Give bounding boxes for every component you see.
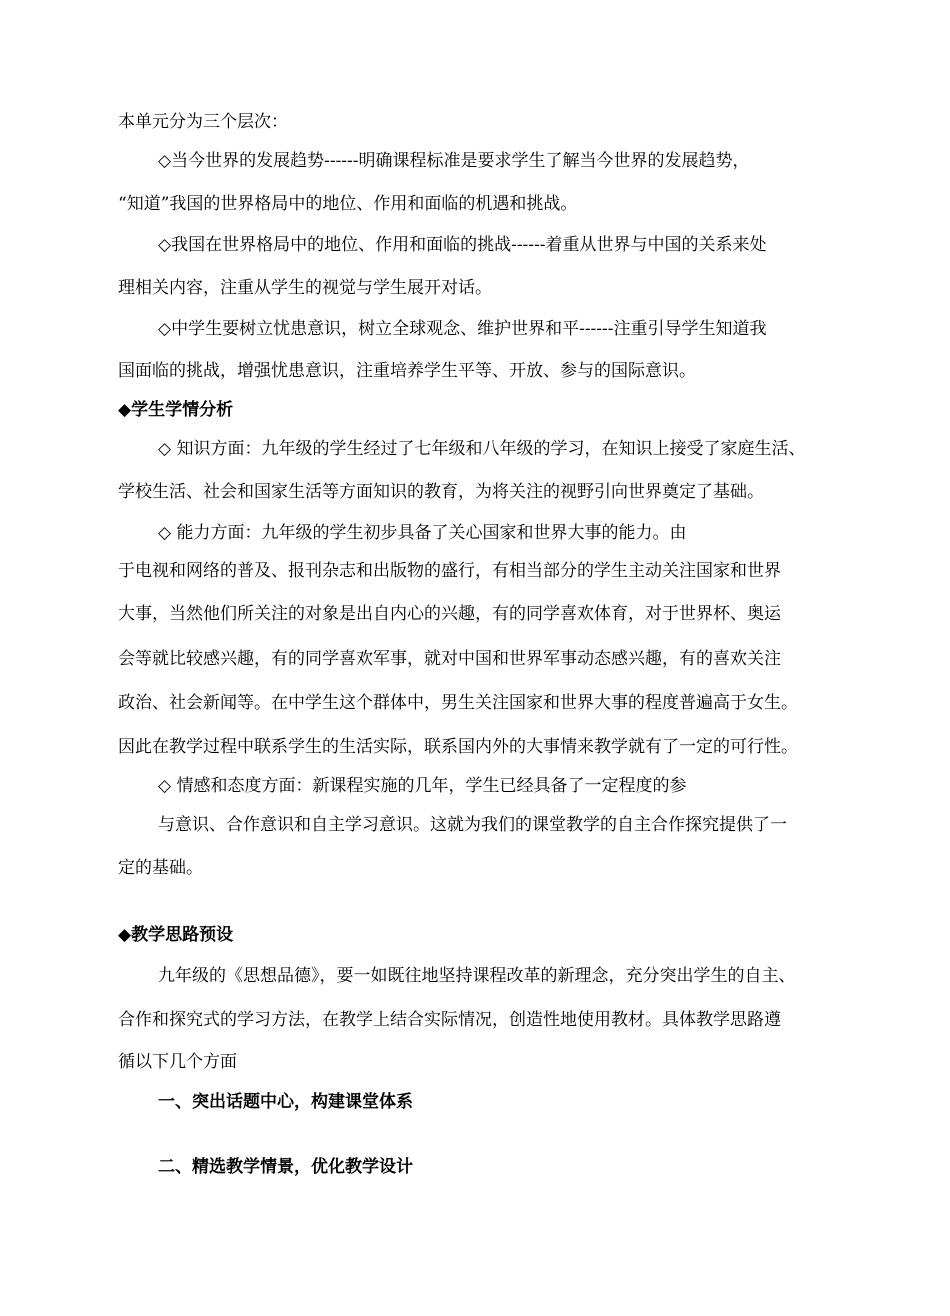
- subheading: 二、精选教学情景，优化教学设计: [158, 1157, 413, 1177]
- body-line: ◇当今世界的发展趋势------明确课程标准是要求学生了解当今世界的发展趋势，: [158, 151, 750, 171]
- section-heading: ◆教学思路预设: [118, 925, 234, 945]
- body-line: ◇ 情感和态度方面：新课程实施的几年，学生已经具备了一定程度的参: [158, 776, 687, 796]
- body-line: ◇我国在世界格局中的地位、作用和面临的挑战------着重从世界与中国的关系来处: [158, 235, 767, 255]
- section-heading: ◆学生学情分析: [118, 400, 234, 420]
- body-line: ◇ 能力方面：九年级的学生初步具备了关心国家和世界大事的能力。由: [158, 523, 687, 543]
- body-line: 理相关内容，注重从学生的视觉与学生展开对话。: [118, 278, 492, 298]
- body-line: 国面临的挑战，增强忧患意识，注重培养学生平等、开放、参与的国际意识。: [118, 361, 696, 381]
- body-line: 于电视和网络的普及、报刊杂志和出版物的盛行，有相当部分的学生主动关注国家和世界: [118, 561, 781, 581]
- body-line: 政治、社会新闻等。在中学生这个群体中，男生关注国家和世界大事的程度普遍高于女生。: [118, 693, 798, 713]
- body-line: 合作和探究式的学习方法，在教学上结合实际情况，创造性地使用教材。具体教学思路遵: [118, 1010, 781, 1030]
- body-line: 九年级的《思想品德》，要一如既往地坚持课程改革的新理念，充分突出学生的自主、: [158, 966, 796, 986]
- intro-line: 本单元分为三个层次：: [118, 112, 288, 132]
- body-line: ◇ 知识方面：九年级的学生经过了七年级和八年级的学习，在知识上接受了家庭生活、: [158, 439, 806, 459]
- body-line: 与意识、合作意识和自主学习意识。这就为我们的课堂教学的自主合作探究提供了一: [158, 815, 787, 835]
- body-line: 大事，当然他们所关注的对象是出自内心的兴趣，有的同学喜欢体育，对于世界杯、奥运: [118, 604, 781, 624]
- body-line: 会等就比较感兴趣，有的同学喜欢军事，就对中国和世界军事动态感兴趣，有的喜欢关注: [118, 649, 781, 669]
- body-line: “知道”我国的世界格局中的地位、作用和面临的机遇和挑战。: [118, 194, 578, 214]
- body-line: 学校生活、社会和国家生活等方面知识的教育，为将关注的视野引向世界奠定了基础。: [118, 482, 764, 502]
- body-line: 循以下几个方面: [118, 1052, 237, 1072]
- body-line: ◇中学生要树立忧患意识，树立全球观念、维护世界和平------注重引导学生知道我: [158, 319, 767, 339]
- body-line: 因此在教学过程中联系学生的生活实际，联系国内外的大事情来教学就有了一定的可行性。: [118, 737, 798, 757]
- subheading: 一、突出话题中心，构建课堂体系: [158, 1092, 413, 1112]
- body-line: 定的基础。: [118, 858, 203, 878]
